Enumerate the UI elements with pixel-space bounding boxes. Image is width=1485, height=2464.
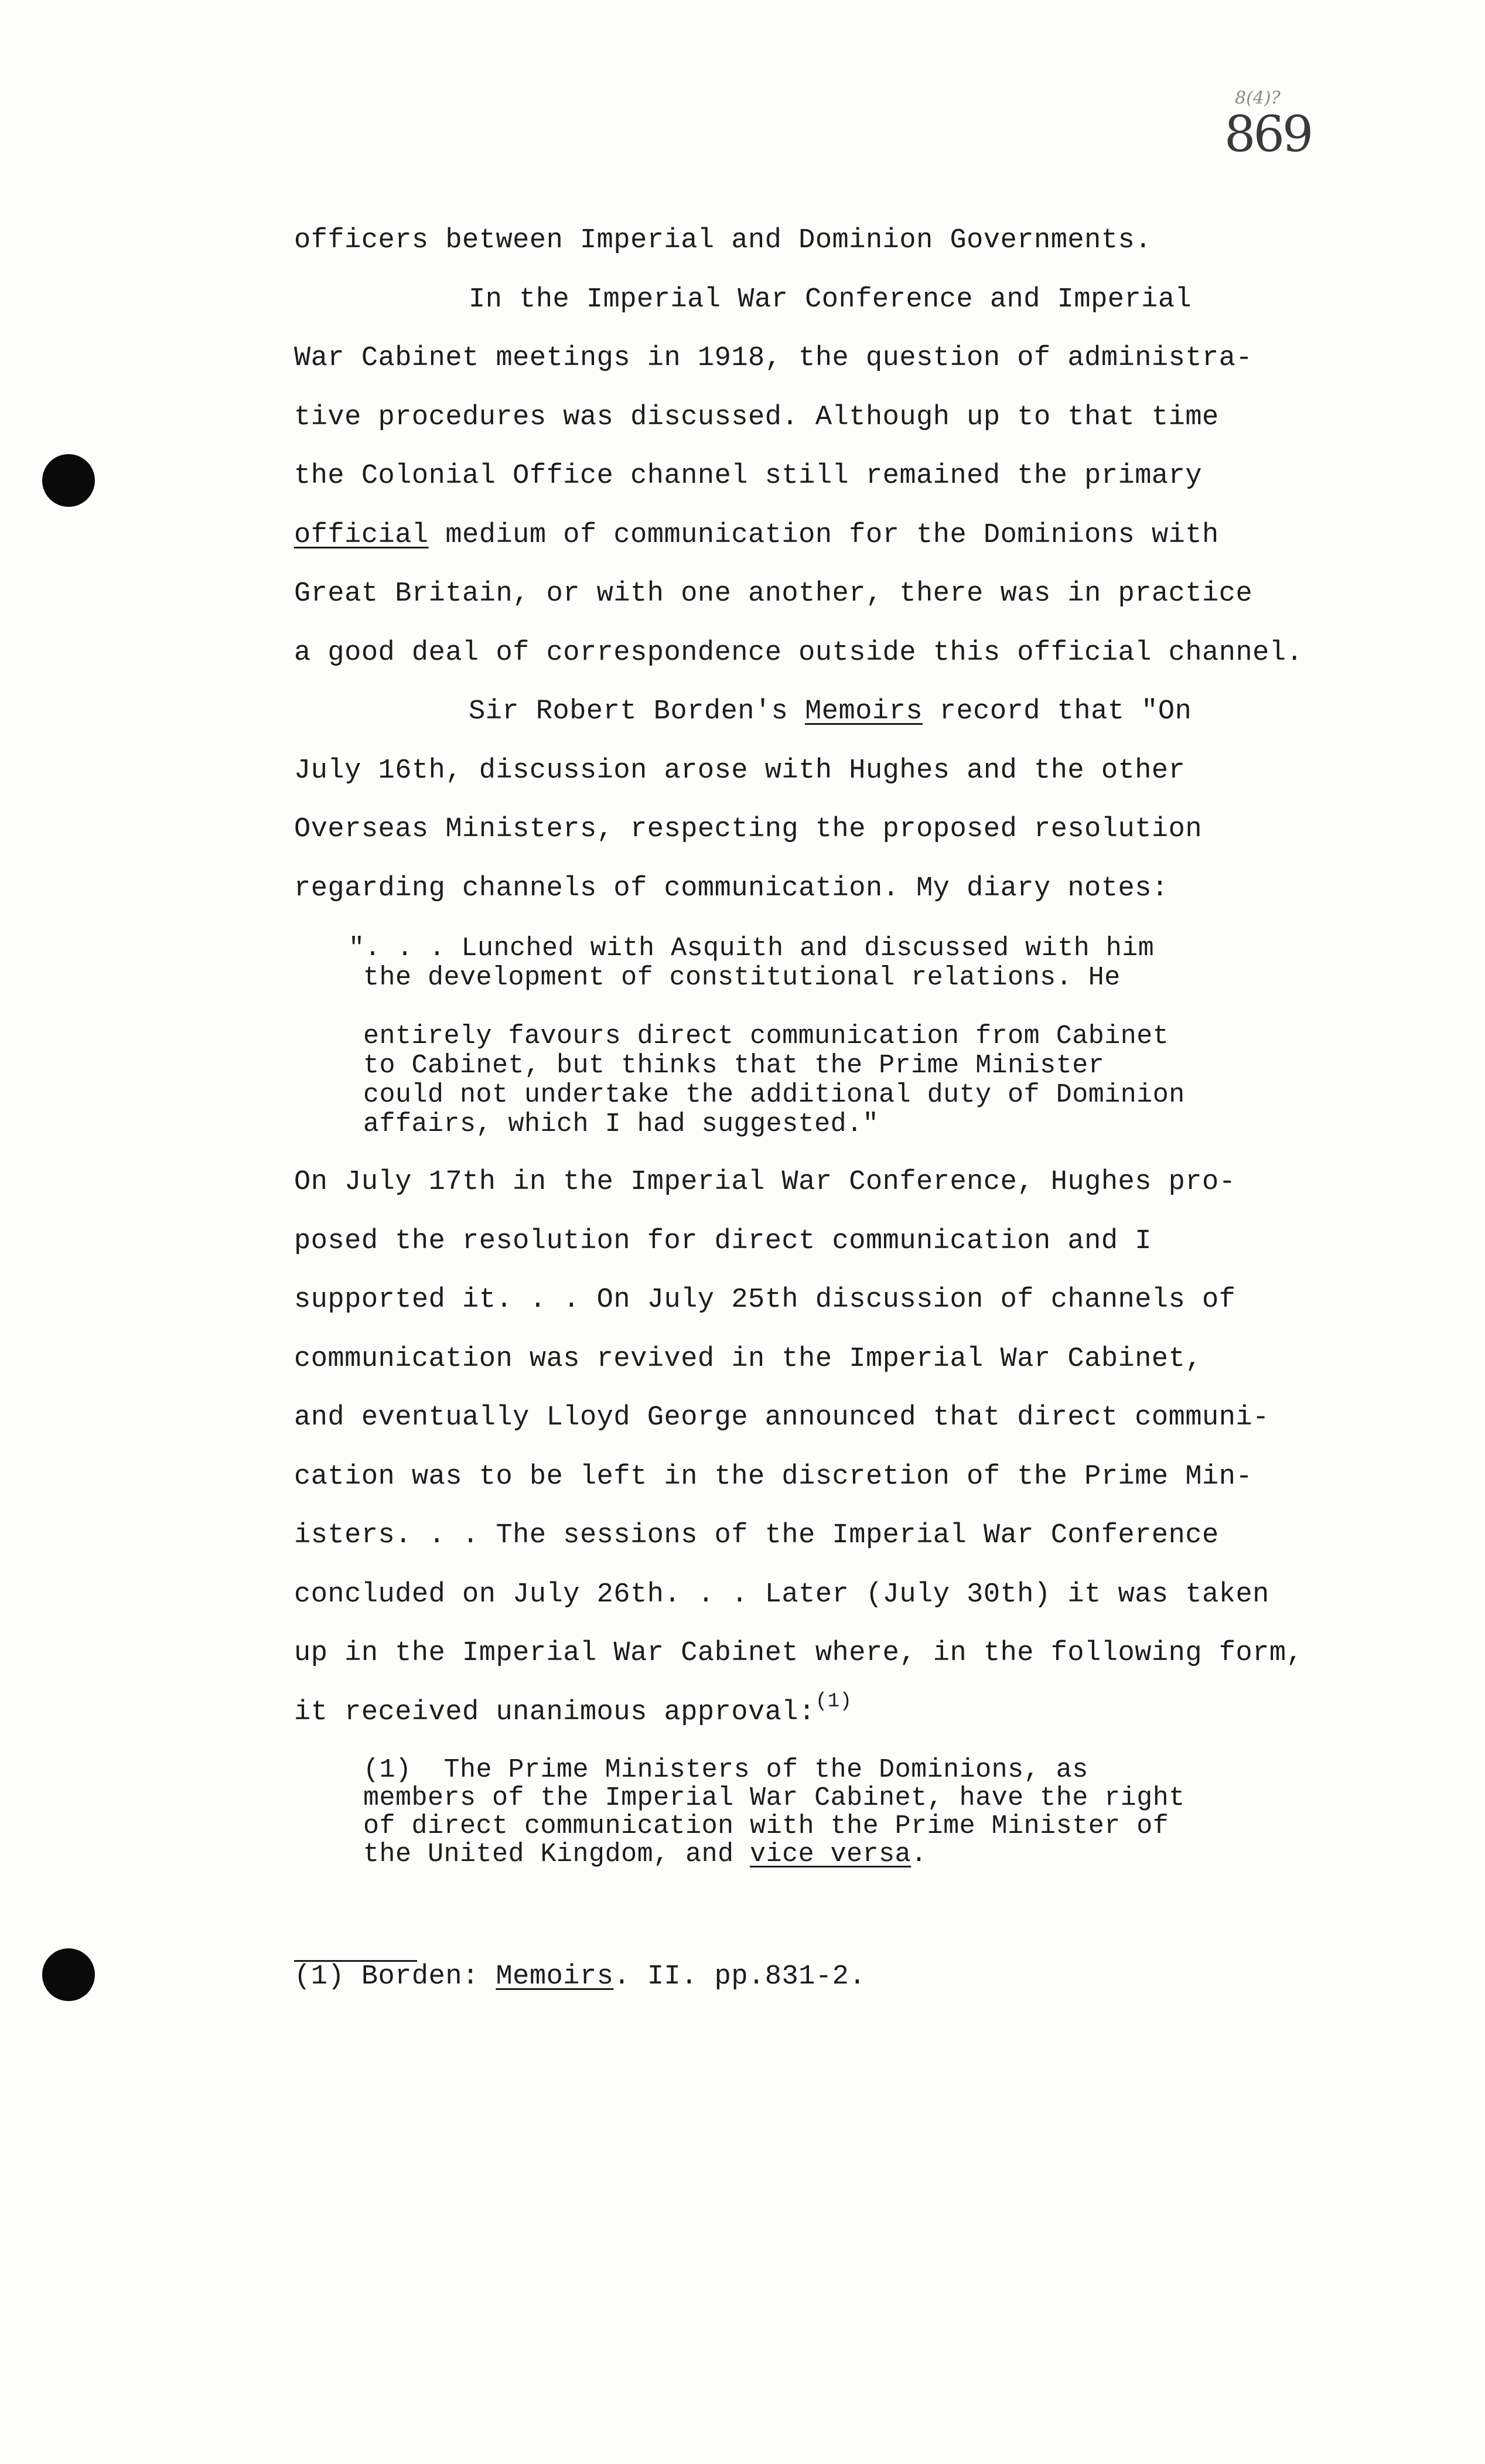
page-number: 869 (1224, 105, 1312, 163)
text-span: record that "On (923, 696, 1192, 727)
text-span: . II. pp.831-2. (613, 1961, 866, 1992)
text-line: a good deal of correspondence outside this official channel. (294, 638, 1303, 669)
footnote (294, 1961, 866, 1993)
text-span: it received unanimous approval: (294, 1697, 815, 1728)
resolution-line: (1) The Prime Ministers of the Dominions, as (363, 1755, 1088, 1785)
text-span: . (911, 1839, 927, 1869)
text-line: On July 17th in the Imperial War Conference, Hughes pro- (294, 1167, 1236, 1198)
quote-line: ". . . Lunched with Asquith and discussed with him (349, 933, 1155, 963)
text-line: concluded on July 26th. . . Later (July 30th) it was taken (294, 1579, 1269, 1610)
text-line (294, 519, 1219, 552)
text-line: isters. . . The sessions of the Imperial War Conference (294, 1520, 1219, 1551)
quote-line: could not undertake the additional duty of Dominion (363, 1080, 1185, 1110)
punch-hole-bottom (42, 1948, 95, 2001)
text-span: (1) Borden: (294, 1961, 496, 1992)
page-number-annotation: 8(4)? (1235, 88, 1281, 108)
text-line: tive procedures was discussed. Although up to that time (294, 402, 1219, 433)
text-line: Great Britain, or with one another, there was in practice (294, 578, 1253, 609)
quote-line: entirely favours direct communication from Cabinet (363, 1021, 1169, 1051)
text-line: supported it. . . On July 25th discussion of channels of (294, 1284, 1236, 1316)
text-line: the Colonial Office channel still remained the primary (294, 461, 1203, 492)
text-span: the United Kingdom, and (363, 1839, 750, 1869)
text-line: up in the Imperial War Cabinet where, in the following form, (294, 1638, 1303, 1669)
text-line: In the Imperial War Conference and Imperial (469, 284, 1192, 315)
resolution-line (363, 1840, 927, 1869)
underlined-title: Memoirs (496, 1961, 614, 1992)
text-line: officers between Imperial and Dominion Governments. (294, 225, 1152, 256)
text-line: regarding channels of communication. My diary notes: (294, 873, 1169, 904)
quote-line: the development of constitutional relations. He (363, 963, 1121, 993)
quote-line: affairs, which I had suggested." (363, 1109, 879, 1139)
underlined-title: Memoirs (805, 696, 923, 727)
text-line: War Cabinet meetings in 1918, the question of administra- (294, 343, 1253, 374)
text-span: medium of communication for the Dominions with (428, 520, 1219, 551)
underlined-phrase: vice versa (750, 1839, 912, 1869)
resolution-line: of direct communication with the Prime Minister of (363, 1811, 1169, 1841)
text-line: cation was to be left in the discretion of the Prime Min- (294, 1461, 1253, 1492)
text-line: communication was revived in the Imperial War Cabinet, (294, 1344, 1203, 1375)
resolution-line: members of the Imperial War Cabinet, have the right (363, 1783, 1185, 1813)
punch-hole-top (42, 454, 95, 507)
footnote-reference: (1) (815, 1691, 852, 1713)
text-line (469, 696, 1192, 728)
text-line: posed the resolution for direct communication and I (294, 1226, 1152, 1257)
underlined-word: official (294, 520, 429, 551)
text-line: Overseas Ministers, respecting the proposed resolution (294, 814, 1203, 845)
text-span: Sir Robert Borden's (469, 696, 805, 727)
text-line: and eventually Lloyd George announced that direct communi- (294, 1402, 1269, 1433)
quote-line: to Cabinet, but thinks that the Prime Minister (363, 1051, 1105, 1081)
text-line (294, 1691, 852, 1729)
text-line: July 16th, discussion arose with Hughes and the other (294, 755, 1186, 786)
